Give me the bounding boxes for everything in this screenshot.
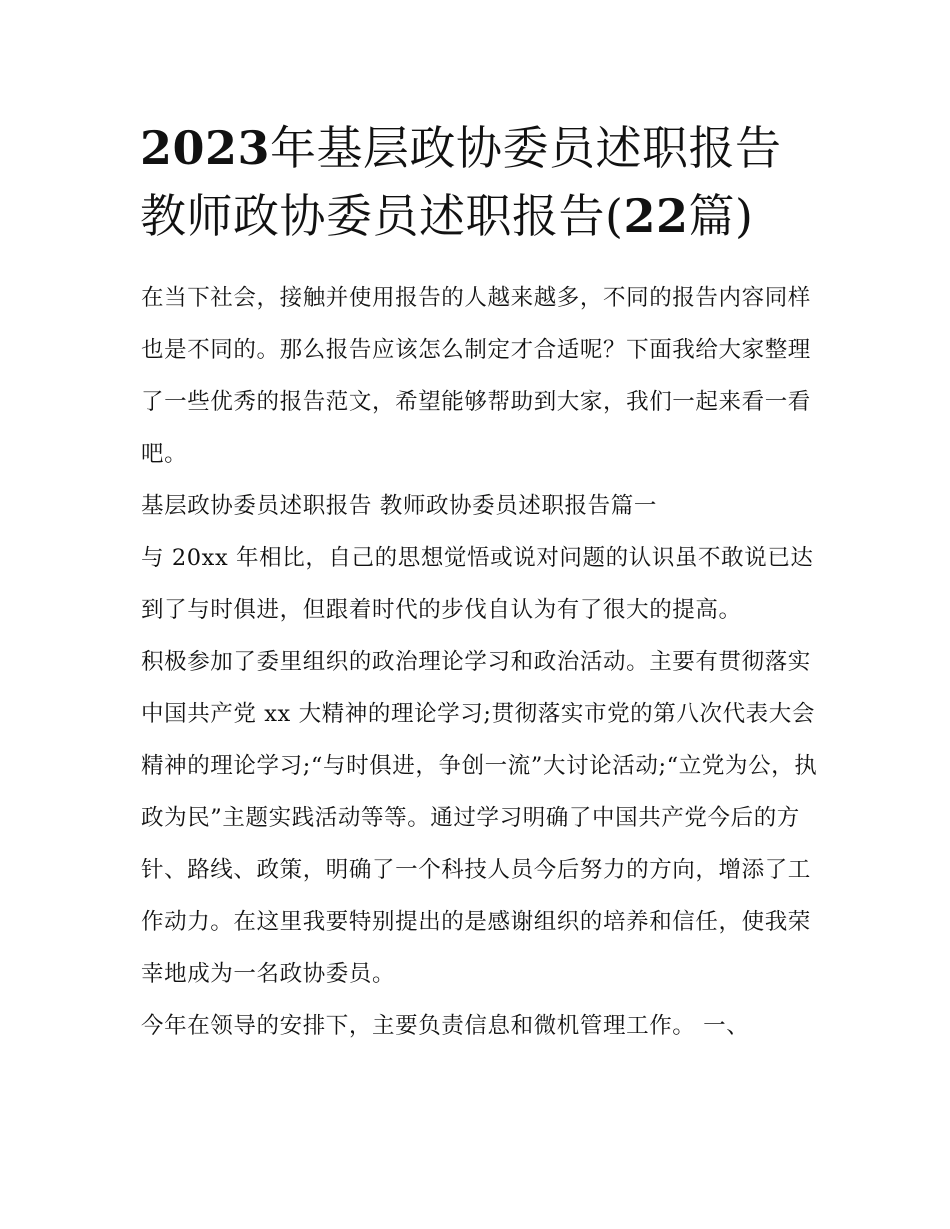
document-body <box>141 272 819 1052</box>
title-line2-end: 篇) <box>688 189 754 243</box>
intro-paragraph: 在当下社会，接触并使用报告的人越来越多，不同的报告内容同样也是不同的。那么报告应该怎么制定才合适呢？下面我给大家整理了一些优秀的报告范文，希望能够帮助到大家，我们一起来看一看吧。 <box>141 285 811 467</box>
title-year: 2023 <box>140 121 271 175</box>
document-title <box>140 114 830 250</box>
body-paragraph: 今年在领导的安排下，主要负责信息和微机管理工作。 一、 <box>141 1013 750 1039</box>
title-count: 22 <box>623 189 689 243</box>
section-heading: 基层政协委员述职报告 教师政协委员述职报告篇一 <box>141 493 657 519</box>
body-paragraph: 积极参加了委里组织的政治理论学习和政治活动。主要有贯彻落实中国共产党 xx 大精神的理论学习;贯彻落实市党的第八次代表大会精神的理论学习;“与时俱进，争创一流”大讨论活动;“立党为公，执政为民”主题实践活动等等。通过学习明确了中国共产党今后的方针、路线、政策，明确了一个科技人员今后努力的方向，增添了工作动力。在这里我要特别提出的是感谢组织的培养和信任，使我荣幸地成为一名政协委员。 <box>141 649 818 987</box>
title-line2-text: 教师政协委员述职报告( <box>140 189 624 243</box>
title-line1-text: 年基层政协委员述职报告 <box>270 121 782 175</box>
body-paragraph: 与 20xx 年相比，自己的思想觉悟或说对问题的认识虽不敢说已达到了与时俱进，但跟着时代的步伐自认为有了很大的提高。 <box>141 545 814 623</box>
